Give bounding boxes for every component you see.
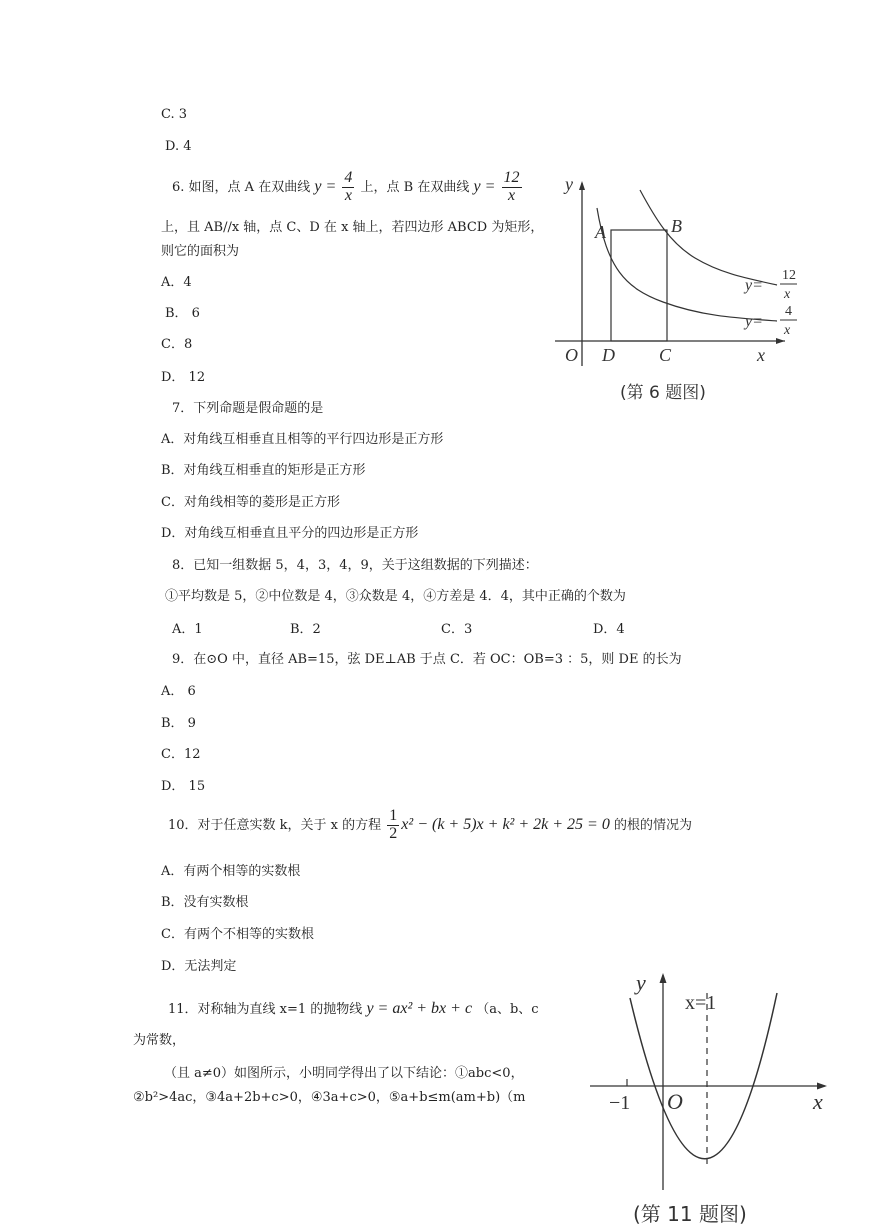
q6-label-b: B xyxy=(671,216,682,236)
q6-curve-bottom-num: 4 xyxy=(785,304,792,319)
q11-label-neg1: −1 xyxy=(609,1092,631,1114)
q6-stem-line2: 上，且 AB//x 轴，点 C、D 在 x 轴上，若四边形 ABCD 为矩形， xyxy=(161,220,544,235)
q6-option-b: B． 6 xyxy=(165,306,200,321)
q11-stem-line3: （且 a≠0）如图所示，小明同学得出了以下结论：①abc<0， xyxy=(164,1066,524,1081)
q11-figure xyxy=(585,965,840,1197)
q8-option-d: D．4 xyxy=(593,622,625,637)
q6-stem-line3: 则它的面积为 xyxy=(161,244,240,259)
q7-option-d: D．对角线互相垂直且平分的四边形是正方形 xyxy=(161,526,419,541)
q6-text-part2: 上，点 B 在双曲线 xyxy=(360,179,470,195)
q7-option-a: A．对角线互相垂直且相等的平行四边形是正方形 xyxy=(161,432,444,447)
q6-formula-lhs-1: y = xyxy=(314,177,337,195)
q11-stem xyxy=(168,998,539,1018)
q6-figure xyxy=(545,168,810,378)
q6-curve-label-bottom: y= xyxy=(745,313,763,330)
q9-option-b: B． 9 xyxy=(161,716,196,731)
q6-option-d: D． 12 xyxy=(161,370,206,385)
q6-curve-top-den: x xyxy=(784,287,791,302)
q11-label-x: x xyxy=(813,1089,823,1114)
q9-option-a: A． 6 xyxy=(161,684,196,699)
q8-option-a: A．1 xyxy=(172,622,203,637)
q10-equation: x² − (k + 5)x + k² + 2k + 25 = 0 xyxy=(401,815,610,833)
q6-stem xyxy=(172,170,524,205)
q9-option-d: D． 15 xyxy=(161,779,206,794)
q6-figure-caption: (第 6 题图) xyxy=(620,383,706,403)
q5-option-c: C. 3 xyxy=(161,107,188,122)
q6-fraction-4-over-x: $\frac{4}{x}$ xyxy=(344,169,353,204)
q6-label-c: C xyxy=(659,345,672,365)
q10-option-a: A．有两个相等的实数根 xyxy=(161,864,301,879)
q7-option-b: B．对角线互相垂直的矩形是正方形 xyxy=(161,463,366,478)
q11-text-pre: 11．对称轴为直线 x=1 的抛物线 xyxy=(168,1002,363,1017)
q10-option-c: C．有两个不相等的实数根 xyxy=(161,927,314,942)
q11-figure-caption: (第 11 题图) xyxy=(633,1202,747,1226)
q6-formula-lhs-2: y = xyxy=(473,177,496,195)
q11-stem-line4: ②b²>4ac，③4a+2b+c>0，④3a+c>0，⑤a+b≤m(am+b)（m xyxy=(133,1090,526,1105)
q6-label-y: y xyxy=(565,174,573,194)
q8-stem: 8．已知一组数据 5，4，3，4，9，关于这组数据的下列描述： xyxy=(172,558,538,573)
q6-number: 6. xyxy=(172,179,185,195)
q6-option-c: C．8 xyxy=(161,337,193,352)
q6-label-x: x xyxy=(757,345,765,365)
q11-stem-line2: 为常数， xyxy=(133,1033,186,1048)
q9-stem: 9．在⊙O 中，直径 AB=15，弦 DE⊥AB 于点 C．若 OC：OB=3 ：5，则 DE 的长为 xyxy=(172,652,682,667)
q5-option-d: D. 4 xyxy=(165,139,192,154)
q6-option-a: A．4 xyxy=(161,275,192,290)
q6-curve-label-top: y= xyxy=(745,277,763,294)
q11-text-post: （a、b、c xyxy=(476,1002,539,1017)
q6-label-origin: O xyxy=(565,345,578,365)
q10-fraction-half: $\frac{1}{2}$ xyxy=(389,807,398,842)
q7-option-c: C．对角线相等的菱形是正方形 xyxy=(161,495,340,510)
q7-stem: 7．下列命题是假命题的是 xyxy=(172,401,324,416)
q9-option-c: C．12 xyxy=(161,747,201,762)
q6-fraction-12-over-x: $\frac{12}{x}$ xyxy=(503,169,520,204)
q10-stem xyxy=(168,808,692,843)
q11-equation: y = ax² + bx + c xyxy=(366,1000,473,1017)
q6-label-d: D xyxy=(602,345,615,365)
q10-option-d: D．无法判定 xyxy=(161,959,237,974)
q6-curve-top-num: 12 xyxy=(782,268,796,283)
q6-label-a: A xyxy=(595,222,606,242)
q10-text-pre: 10．对于任意实数 k，关于 x 的方程 xyxy=(168,817,382,833)
q8-option-c: C．3 xyxy=(441,622,473,637)
q8-option-b: B．2 xyxy=(290,622,321,637)
q11-label-axis-of-symmetry: x=1 xyxy=(685,992,717,1014)
q8-statements: ①平均数是 5，②中位数是 4，③众数是 4，④方差是 4．4，其中正确的个数为 xyxy=(165,589,626,604)
q10-option-b: B．没有实数根 xyxy=(161,895,249,910)
q11-label-y: y xyxy=(636,970,646,995)
q6-curve-bottom-den: x xyxy=(784,323,791,338)
q10-text-post: 的根的情况为 xyxy=(613,817,692,833)
q11-label-origin: O xyxy=(667,1089,683,1114)
q6-text-part1: 如图，点 A 在双曲线 xyxy=(188,179,311,195)
